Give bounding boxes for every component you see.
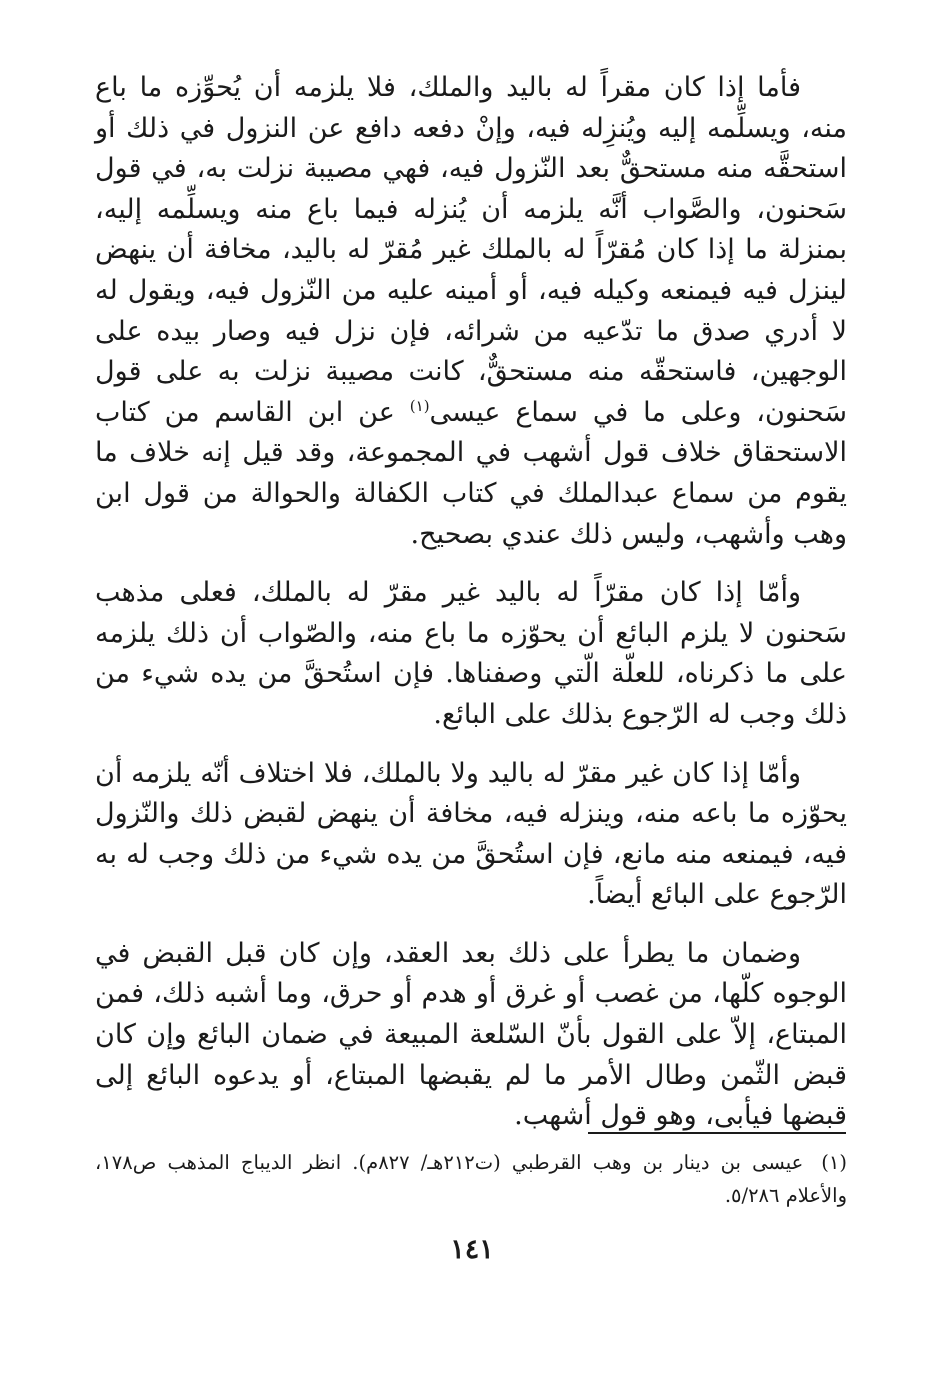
paragraph-1-continuation: عن ابن القاسم من كتاب الاستحقاق خلاف قول أشهب في المجموعة، وقد قيل إنه خلاف ما يقوم من سماع عبدالملك في كتاب الكفالة والحوالة من قول ابن وهب وأشهب، وليس ذلك عندي بصحيح. — [95, 396, 847, 550]
footnote — [95, 1146, 847, 1212]
paragraph-1 — [95, 68, 847, 555]
footnote-separator — [588, 1132, 846, 1134]
paragraph-2: وأمّا إذا كان مقرّاً له باليد غير مقرّ له بالملك، فعلى مذهب سَحنون لا يلزم البائع أن يحوّزه ما باع منه، والصّواب أن ذلك يلزمه على ما ذكرناه، للعلّة الّتي وصفناها. فإن استُحقَّ من يده شيء من ذلك وجب له الرّجوع بذلك على البائع. — [95, 577, 847, 730]
page-number: ١٤١ — [450, 1234, 494, 1265]
paragraph-4: وضمان ما يطرأ على ذلك بعد العقد، وإن كان قبل القبض في الوجوه كلّها، من غصب أو غرق أو هدم أو حرق، وما أشبه ذلك، فمن المبتاع، إلاّ على القول بأنّ السّلعة المبيعة في ضمان البائع وإن كان قبض الثّمن وطال الأمر ما لم يقبضها المبتاع، أو يدعوه البائع إلى قبضها فيأبى، وهو قول أشهب. — [95, 937, 847, 1132]
footnote-text: عيسى بن دينار بن وهب القرطبي (ت٢١٢هـ/ ٨٢٧م). انظر الديباج المذهب ص١٧٨، والأعلام ٥/٢٨٦. — [95, 1151, 847, 1207]
main-text — [95, 68, 847, 1137]
paragraph-3: وأمّا إذا كان غير مقرّ له باليد ولا بالملك، فلا اختلاف أنّه يلزمه أن يحوّزه ما باعه منه، وينزله فيه، مخافة أن ينهض لقبض ذلك والنّزول فيه، فيمنعه منه مانع، فإن استُحقَّ من يده شيء من ذلك وجب له به الرّجوع على البائع أيضاً. — [95, 757, 847, 911]
footnote-number: (١) — [821, 1151, 847, 1174]
paragraph-1-text: فأما إذا كان مقراً له باليد والملك، فلا يلزمه أن يُحوِّزه ما باع منه، ويسلِّمه إليه ويُنزِله فيه، وإنْ دفعه دافع عن النزول في ذلك أو استحقَّه منه مستحقٌّ بعد النّزول فيه، فهي مصيبة نزلت به، في قول سَحنون، والصَّواب أنَّه يلزمه أن يُنزله فيما باع منه ويسلِّمه إليه، بمنزلة ما إذا كان مُقرّاً له بالملك غير مُقرّ له باليد، مخافة أن ينهض لينزل فيه فيمنعه وكيله فيه، أو أمينه عليه من النّزول فيه، ويقول له لا أدري صدق ما تدّعيه من شرائه، فإن نزل فيه وصار بيده على الوجهين، فاستحقّه منه مستحقٌّ، كانت مصيبة نزلت به على قول سَحنون، وعلى ما في سماع عيسى — [95, 72, 848, 428]
footnote-reference: (١) — [409, 396, 430, 415]
